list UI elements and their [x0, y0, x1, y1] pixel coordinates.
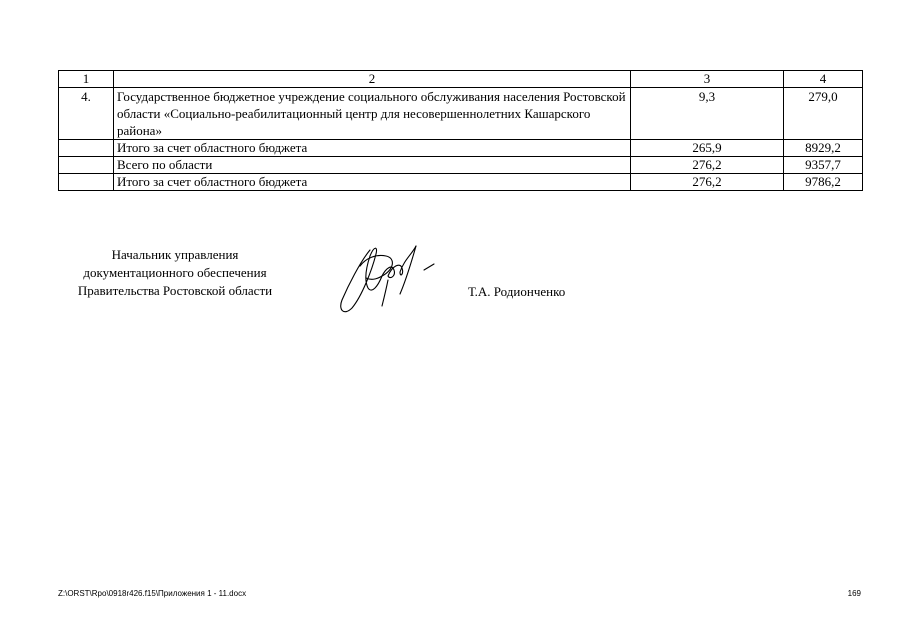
header-col-3: 3 [631, 71, 784, 88]
table-row [59, 140, 863, 157]
signatory-title [58, 246, 292, 300]
row-number [59, 157, 114, 174]
signer-name: Т.А. Родионченко [468, 284, 566, 299]
row-number [59, 174, 114, 191]
row-col3-value: 9,3 [631, 88, 784, 140]
row-col4-value: 279,0 [784, 88, 863, 140]
header-col-2: 2 [114, 71, 631, 88]
row-col4-value: 9786,2 [784, 174, 863, 191]
header-col-1: 1 [59, 71, 114, 88]
header-col-4: 4 [784, 71, 863, 88]
table-header-row [59, 71, 863, 88]
file-path-footer: Z:\ORST\Rpo\0918r426.f15\Приложения 1 - 11.docx [58, 589, 247, 598]
row-number: 4. [59, 88, 114, 140]
table-row [59, 174, 863, 191]
row-name: Государственное бюджетное учреждение социального обслуживания населения Ростовской области «Социально-реабилитационный центр для несовершеннолетних Кашарского района» [114, 88, 631, 140]
signatory-title-line: документационного обеспечения [83, 265, 267, 280]
budget-table [58, 70, 863, 191]
row-col4-value: 8929,2 [784, 140, 863, 157]
table-row [59, 88, 863, 140]
row-col3-value: 276,2 [631, 157, 784, 174]
row-name: Всего по области [114, 157, 631, 174]
signatory-title-line: Правительства Ростовской области [77, 283, 273, 298]
handwritten-signature [330, 236, 442, 320]
row-col3-value: 265,9 [631, 140, 784, 157]
row-name: Итого за счет областного бюджета [114, 174, 631, 191]
row-name: Итого за счет областного бюджета [114, 140, 631, 157]
row-number [59, 140, 114, 157]
row-col4-value: 9357,7 [784, 157, 863, 174]
page-number: 169 [847, 589, 861, 598]
signatory-title-line: Начальник управления [111, 247, 239, 262]
row-col3-value: 276,2 [631, 174, 784, 191]
table-row [59, 157, 863, 174]
